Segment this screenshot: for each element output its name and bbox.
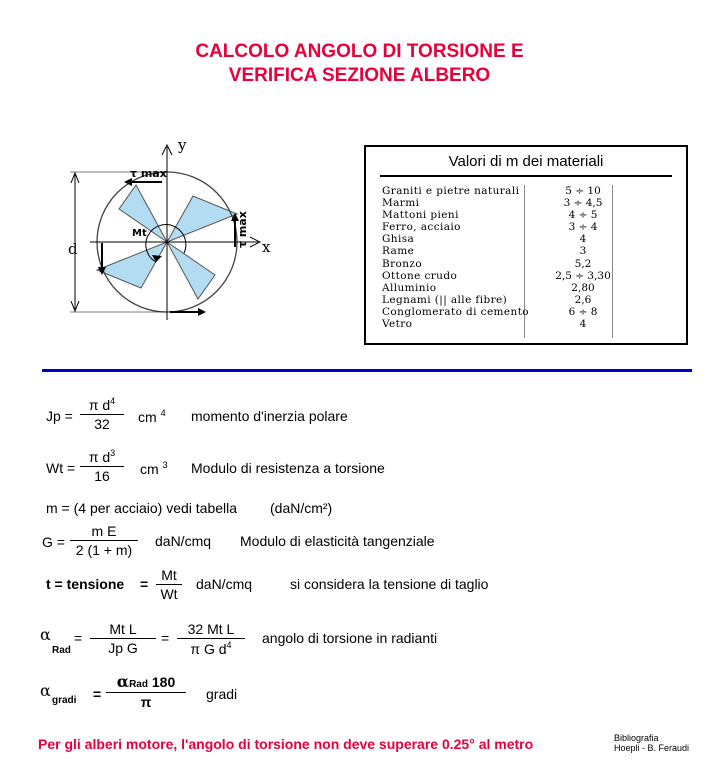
table-row: Alluminio 2,80 bbox=[382, 281, 595, 294]
wt-lhs: Wt = bbox=[46, 460, 76, 476]
wt-description: Modulo di resistenza a torsione bbox=[191, 460, 385, 476]
alpha-rad-description: angolo di torsione in radianti bbox=[262, 630, 438, 646]
g-fraction: $\frac{\text{m E}}{2 (1 + m)}$ bbox=[70, 523, 138, 558]
page-title-line2: VERIFICA SEZIONE ALBERO bbox=[228, 65, 491, 86]
table-row: Ghisa 4 bbox=[382, 233, 587, 246]
t-fraction: $\frac{Mt}{Wt}$ bbox=[156, 567, 182, 602]
stress-wedge-top-right bbox=[167, 196, 237, 242]
table-row: Mattoni pieni 4 ÷ 5 bbox=[382, 209, 598, 222]
tau-max-right-label: τ max bbox=[236, 211, 249, 248]
table-row: Vetro 4 bbox=[382, 318, 587, 331]
stress-wedge-bottom-right bbox=[167, 242, 215, 299]
materials-list bbox=[382, 185, 672, 330]
t-eq: = bbox=[140, 576, 149, 592]
alpha-gradi-symbol: α bbox=[40, 681, 51, 700]
m-text: m = (4 per acciaio) vedi tabella bbox=[46, 500, 238, 516]
table-row: Rame 3 bbox=[382, 245, 587, 258]
alpha-gradi-subscript: gradi bbox=[52, 695, 77, 706]
jp-fraction: $\frac{\pi d^4}{32}$ bbox=[80, 396, 124, 432]
alpha-rad-subscript: Rad bbox=[52, 645, 71, 656]
jp-description: momento d'inerzia polare bbox=[191, 408, 348, 424]
alpha-gradi-unit: gradi bbox=[206, 686, 238, 702]
alpha-gradi-eq: = bbox=[93, 686, 102, 702]
alpha-rad-fraction2: $\frac{\text{32 Mt L}}{\pi G d^4}$ bbox=[177, 621, 245, 657]
stress-wedge-bottom-left bbox=[97, 242, 167, 288]
alpha-rad-symbol: α bbox=[40, 625, 51, 644]
x-axis-label: x bbox=[262, 238, 271, 256]
alpha-gradi-fraction: αRad 180 π bbox=[106, 672, 186, 710]
alpha-rad-eq2: = bbox=[161, 630, 170, 646]
page-title-line1: CALCOLO ANGOLO DI TORSIONE E bbox=[195, 41, 524, 62]
t-description: si considera la tensione di taglio bbox=[290, 576, 489, 592]
jp-unit: cm $^4$ bbox=[138, 408, 166, 425]
section-divider bbox=[42, 369, 692, 372]
table-row: Graniti e pietre naturali 5 ÷ 10 bbox=[382, 185, 601, 197]
m-unit: (daN/cm²) bbox=[270, 500, 333, 516]
t-unit: daN/cmq bbox=[196, 576, 253, 592]
jp-lhs: Jp = bbox=[46, 408, 73, 424]
tau-max-top-label: τ max bbox=[130, 167, 167, 180]
materials-table-title: Valori di m dei materiali bbox=[448, 153, 604, 170]
diameter-label: d bbox=[68, 240, 78, 258]
table-row: Legnami (|| alle fibre) 2,6 bbox=[382, 293, 592, 306]
footer-note: Per gli alberi motore, l'angolo di torsione non deve superare 0.25° al metro bbox=[38, 736, 534, 752]
shaft-section-diagram bbox=[60, 135, 285, 325]
wt-fraction: $\frac{\pi d^3}{16}$ bbox=[80, 448, 124, 484]
y-axis-label: y bbox=[178, 136, 187, 154]
g-description: Modulo di elasticità tangenziale bbox=[240, 533, 435, 549]
t-lhs: t = tensione bbox=[46, 576, 125, 592]
g-lhs: G = bbox=[42, 534, 65, 550]
alpha-rad-fraction1: $\frac{\text{Mt L}}{\text{Jp G}}$ bbox=[90, 621, 156, 656]
alpha-rad-eq1: = bbox=[74, 630, 83, 646]
table-row: Conglomerato di cemento 6 ÷ 8 bbox=[382, 305, 598, 318]
table-row: Marmi 3 ÷ 4,5 bbox=[382, 197, 603, 210]
wt-unit: cm $^3$ bbox=[140, 460, 168, 477]
table-row: Ferro, acciaio 3 ÷ 4 bbox=[382, 221, 598, 234]
materials-table bbox=[364, 145, 688, 345]
g-unit: daN/cmq bbox=[155, 533, 212, 549]
table-row: Bronzo 5,2 bbox=[382, 257, 592, 270]
mt-label: Mt bbox=[132, 228, 147, 239]
bibliography: Bibliografia Hoepli - B. Feraudi bbox=[614, 733, 690, 753]
table-row: Ottone crudo 2,5 ÷ 3,30 bbox=[382, 269, 611, 282]
